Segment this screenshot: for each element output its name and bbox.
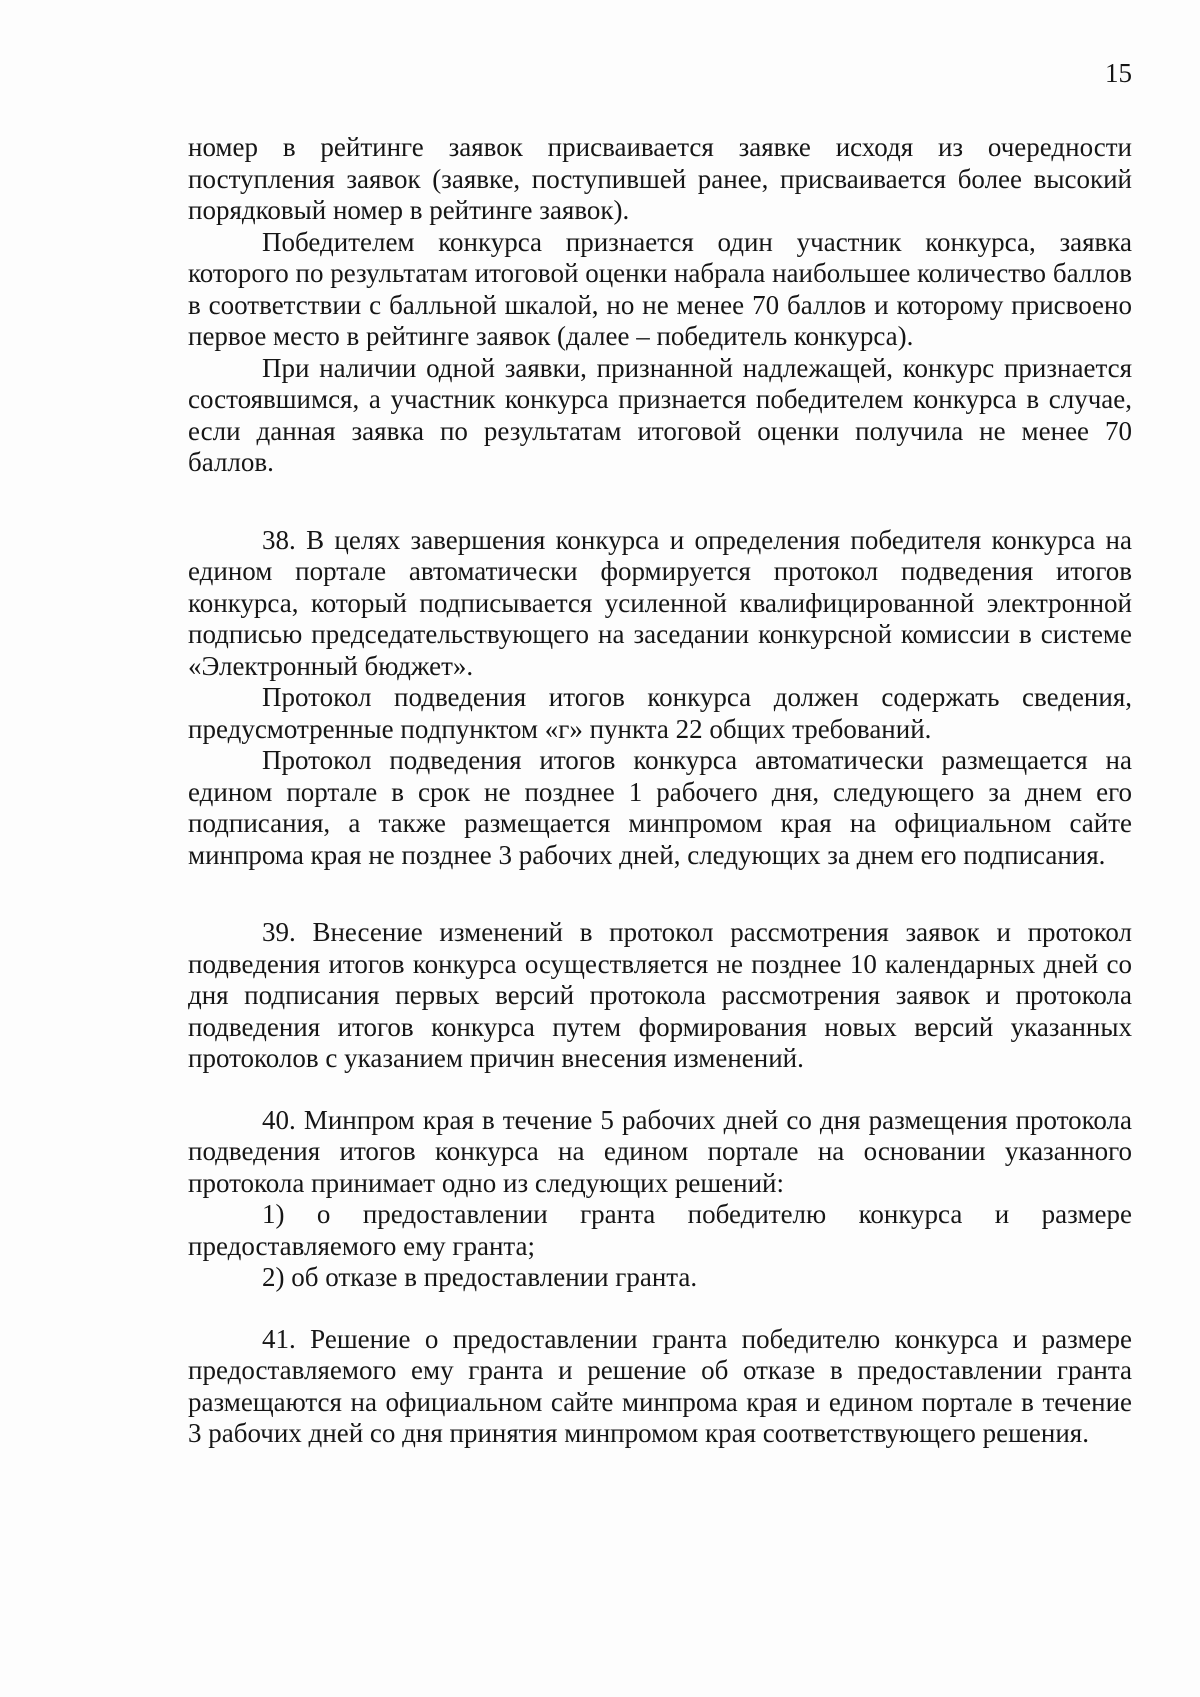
clause-41: 41. Решение о предоставлении гранта победителю конкурса и размере предоставляемого ему гранта и решение об отказе в предоставлении гранта размещаются на официальном сайте минпрома края и едином портале в течение 3 рабочих дней со дня принятия минпромом края соответствующего решения. — [188, 1323, 1132, 1448]
page-number: 15 — [1105, 58, 1132, 88]
paragraph-winner-definition: Победителем конкурса признается один участник конкурса, заявка которого по результатам итоговой оценки набрала наибольшее количество баллов в соответствии с балльной шкалой, но не менее 70 баллов и которому присвоено первое место в рейтинге заявок (далее – победитель конкурса). — [188, 226, 1132, 351]
clause-38-protocol-publication: Протокол подведения итогов конкурса автоматически размещается на едином портале в срок не позднее 1 рабочего дня, следующего за днем его подписания, а также размещается минпромом края на официальном сайте минпрома края не позднее 3 рабочих дней, следующих за днем его подписания. — [188, 745, 1132, 870]
clause-38: 38. В целях завершения конкурса и определения победителя конкурса на едином портале автоматически формируется протокол подведения итогов конкурса, который подписывается усиленной квалифицированной электронной подписью председательствующего на заседании конкурсной комиссии в системе «Электронный бюджет». — [188, 524, 1132, 681]
paragraph-continuation: номер в рейтинге заявок присваивается заявке исходя из очередности поступления заявок (заявке, поступившей ранее, присваивается более высокий порядковый номер в рейтинге заявок). — [188, 132, 1132, 225]
clause-39: 39. Внесение изменений в протокол рассмотрения заявок и протокол подведения итогов конкурса осуществляется не позднее 10 календарных дней со дня подписания первых версий протокола рассмотрения заявок и протокола подведения итогов конкурса путем формирования новых версий указанных протоколов с указанием причин внесения изменений. — [188, 917, 1132, 1073]
paragraph-single-application: При наличии одной заявки, признанной надлежащей, конкурс признается состоявшимся, а участник конкурса признается победителем конкурса в случае, если данная заявка по результатам итоговой оценки получила не менее 70 баллов. — [188, 352, 1132, 477]
clause-40-option-2: 2) об отказе в предоставлении гранта. — [262, 1262, 698, 1292]
document-body — [188, 132, 1132, 1450]
clause-40: 40. Минпром края в течение 5 рабочих дней со дня размещения протокола подведения итогов конкурса на едином портале на основании указанного протокола принимает одно из следующих решений: — [188, 1104, 1132, 1198]
clause-40-option-1: 1) о предоставлении гранта победителю конкурса и размере предоставляемого ему гранта; — [188, 1199, 1132, 1261]
clause-38-protocol-content: Протокол подведения итогов конкурса должен содержать сведения, предусмотренные подпунктом «г» пункта 22 общих требований. — [188, 682, 1132, 744]
